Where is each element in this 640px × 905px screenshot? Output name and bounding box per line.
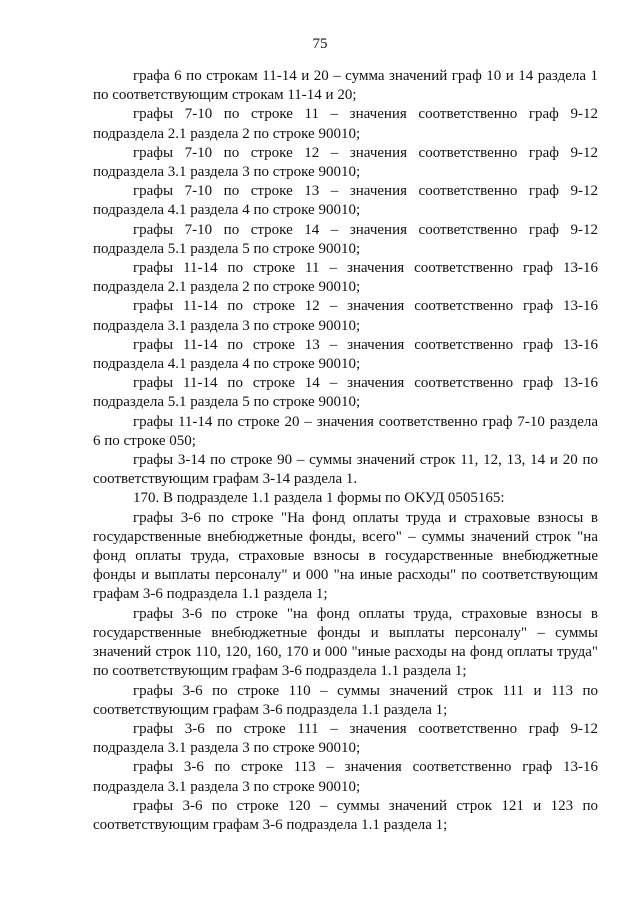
paragraph: графа 6 по строкам 11-14 и 20 – сумма значений граф 10 и 14 раздела 1 по соответствующим строкам 11-14 и 20; <box>93 68 598 104</box>
page-number: 75 <box>312 36 328 52</box>
paragraph: графы 7-10 по строке 11 – значения соответственно граф 9-12 подраздела 2.1 раздела 2 по строке 90010; <box>93 106 598 142</box>
paragraph: графы 3-6 по строке "на фонд оплаты труда, страховые взносы в государственные внебюджетные фонды и выплаты персоналу" – суммы значений строк 110, 120, 160, 170 и 000 "иные расходы на фонд оплаты труда" по соответствующим графам 3-6 подраздела 1.1 раздела 1; <box>93 605 598 680</box>
paragraph: графы 3-14 по строке 90 – суммы значений строк 11, 12, 13, 14 и 20 по соответствующим графам 3-14 раздела 1. <box>93 452 598 488</box>
paragraph: графы 7-10 по строке 13 – значения соответственно граф 9-12 подраздела 4.1 раздела 4 по строке 90010; <box>93 183 598 219</box>
paragraph: графы 3-6 по строке 110 – суммы значений строк 111 и 113 по соответствующим графам 3-6 подраздела 1.1 раздела 1; <box>93 682 598 718</box>
paragraph: графы 11-14 по строке 12 – значения соответственно граф 13-16 подраздела 3.1 раздела 3 по строке 90010; <box>93 298 598 334</box>
paragraph: графы 3-6 по строке 113 – значения соответственно граф 13-16 подраздела 3.1 раздела 3 по строке 90010; <box>93 759 598 795</box>
paragraph: графы 3-6 по строке 111 – значения соответственно граф 9-12 подраздела 3.1 раздела 3 по строке 90010; <box>93 720 598 757</box>
paragraph: графы 3-6 по строке "На фонд оплаты труда и страховые взносы в государственные внебюджетные фонды, всего" – суммы значений строк "на фонд оплаты труда, страховые взносы в государственные внебюджетные фонды и выплаты персоналу" и 000 "на иные расходы" по соответствующим графам 3-6 подраздела 1.1 раздела 1; <box>93 509 598 603</box>
paragraph: графы 7-10 по строке 14 – значения соответственно граф 9-12 подраздела 5.1 раздела 5 по строке 90010; <box>93 221 598 257</box>
paragraph: графы 11-14 по строке 13 – значения соответственно граф 13-16 подраздела 4.1 раздела 4 по строке 90010; <box>93 336 598 373</box>
paragraph: графы 11-14 по строке 11 – значения соответственно граф 13-16 подраздела 2.1 раздела 2 по строке 90010; <box>93 260 598 296</box>
document-body <box>93 67 598 835</box>
paragraph: графы 3-6 по строке 120 – суммы значений строк 121 и 123 по соответствующим графам 3-6 подраздела 1.1 раздела 1; <box>93 797 598 833</box>
paragraph: графы 7-10 по строке 12 – значения соответственно граф 9-12 подраздела 3.1 раздела 3 по строке 90010; <box>93 144 598 181</box>
paragraph: графы 11-14 по строке 20 – значения соответственно граф 7-10 раздела 6 по строке 050; <box>93 413 598 449</box>
paragraph: графы 11-14 по строке 14 – значения соответственно граф 13-16 подраздела 5.1 раздела 5 по строке 90010; <box>93 375 598 411</box>
section-heading-paragraph: 170. В подразделе 1.1 раздела 1 формы по ОКУД 0505165: <box>133 490 505 507</box>
